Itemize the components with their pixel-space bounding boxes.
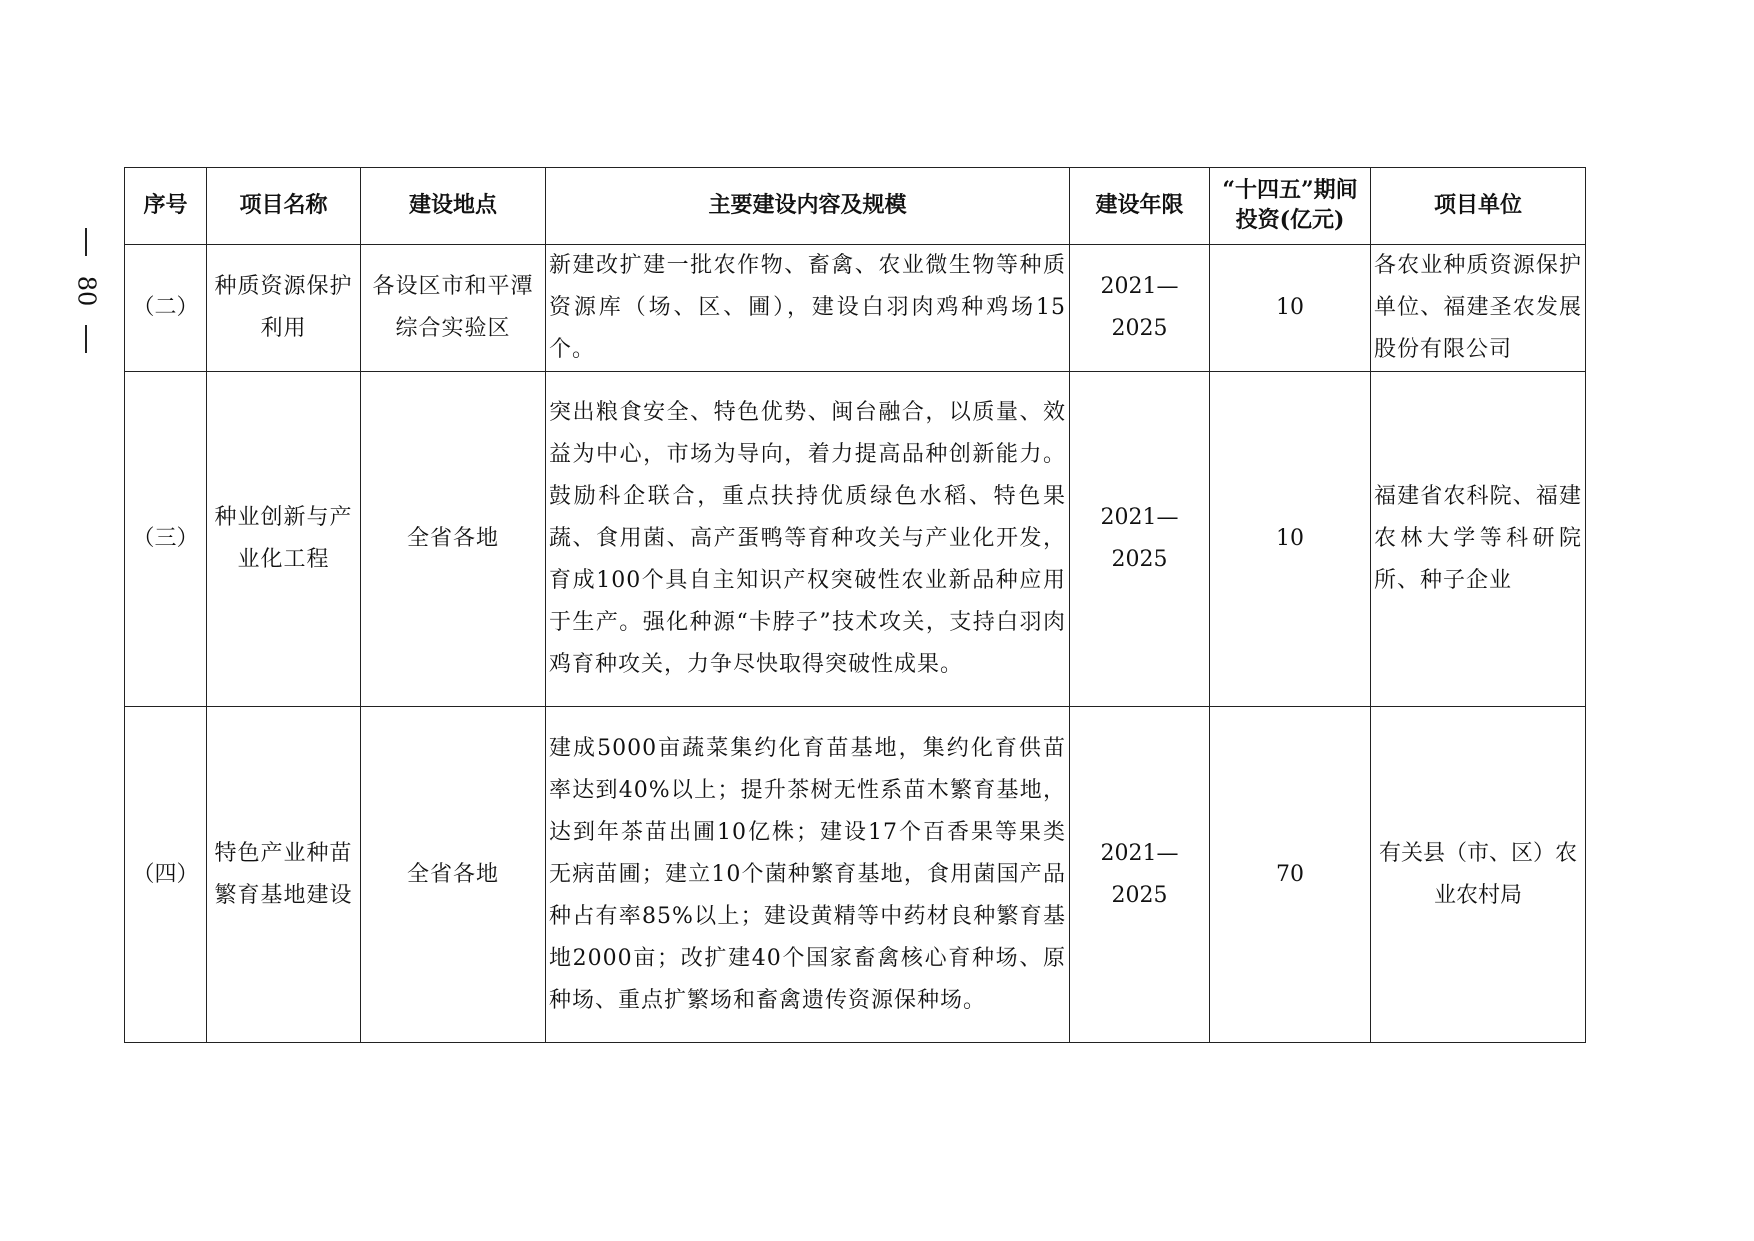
row-index: （二） [125,245,207,372]
header-location: 建设地点 [361,168,546,245]
row-location: 全省各地 [361,707,546,1043]
row-investment: 10 [1210,372,1371,707]
row-investment: 10 [1210,245,1371,372]
row-content: 突出粮食安全、特色优势、闽台融合，以质量、效益为中心，市场为导向，着力提高品种创新能力。鼓励科企联合，重点扶持优质绿色水稻、特色果蔬、食用菌、高产蛋鸭等育种攻关与产业化开发，育成100个具自主知识产权突破性农业新品种应用于生产。强化种源“卡脖子”技术攻关，支持白羽肉鸡育种攻关，力争尽快取得突破性成果。 [546,372,1070,707]
project-table [124,167,1586,1043]
row-name: 种质资源保护利用 [207,245,361,372]
row-index: （三） [125,372,207,707]
header-investment: “十四五”期间投资(亿元) [1210,168,1371,245]
table-row [125,707,1586,1043]
row-location: 各设区市和平潭综合实验区 [361,245,546,372]
row-period: 2021—2025 [1070,245,1210,372]
page-number-dash-top [85,228,87,256]
table-header-row [125,168,1586,245]
header-period: 建设年限 [1070,168,1210,245]
table-row [125,245,1586,372]
row-name: 种业创新与产业化工程 [207,372,361,707]
row-unit: 福建省农科院、福建农林大学等科研院所、种子企业 [1371,372,1586,707]
header-name: 项目名称 [207,168,361,245]
row-content: 建成5000亩蔬菜集约化育苗基地，集约化育供苗率达到40%以上；提升茶树无性系苗木繁育基地，达到年茶苗出圃10亿株；建设17个百香果等果类无病苗圃；建立10个菌种繁育基地，食用菌国产品种占有率85%以上；建设黄精等中药材良种繁育基地2000亩；改扩建40个国家畜禽核心育种场、原种场、重点扩繁场和畜禽遗传资源保种场。 [546,707,1070,1043]
header-content: 主要建设内容及规模 [546,168,1070,245]
row-period: 2021—2025 [1070,707,1210,1043]
table-row [125,372,1586,707]
page-number-dash-bottom [85,325,87,353]
header-unit: 项目单位 [1371,168,1586,245]
row-location: 全省各地 [361,372,546,707]
header-index: 序号 [125,168,207,245]
row-unit: 各农业种质资源保护单位、福建圣农发展股份有限公司 [1371,245,1586,372]
page-number [66,228,106,353]
row-name: 特色产业种苗繁育基地建设 [207,707,361,1043]
row-unit: 有关县（市、区）农业农村局 [1371,707,1586,1043]
row-period: 2021—2025 [1070,372,1210,707]
row-content: 新建改扩建一批农作物、畜禽、农业微生物等种质资源库（场、区、圃），建设白羽肉鸡种鸡场15个。 [546,245,1070,372]
row-investment: 70 [1210,707,1371,1043]
page-number-value: 80 [71,275,100,306]
row-index: （四） [125,707,207,1043]
